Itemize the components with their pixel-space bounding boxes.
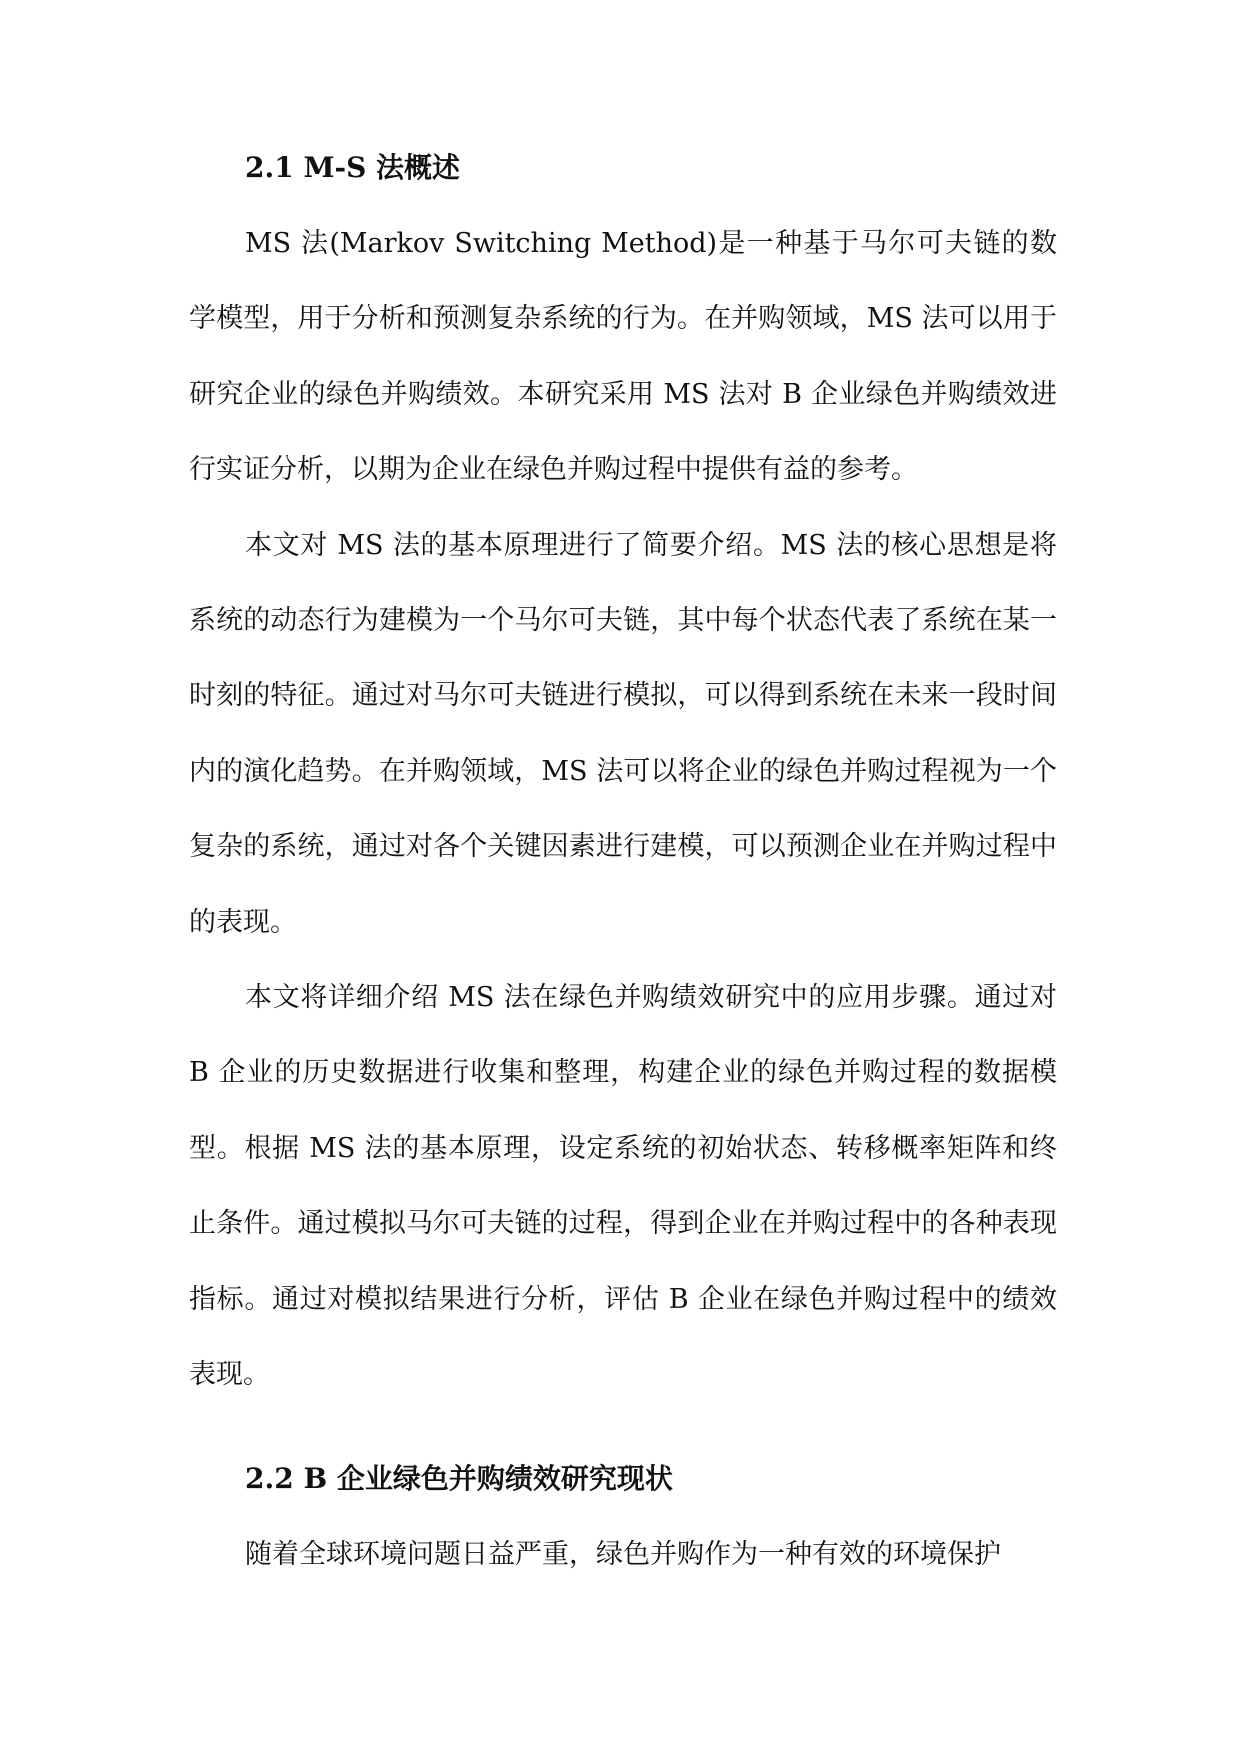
document-body bbox=[189, 140, 1057, 1592]
paragraph: 本文对 MS 法的基本原理进行了简要介绍。MS 法的核心思想是将系统的动态行为建模为一个马尔可夫链，其中每个状态代表了系统在某一时刻的特征。通过对马尔可夫链进行模拟，可以得到系统在未来一段时间内的演化趋势。在并购领域，MS 法可以将企业的绿色并购过程视为一个复杂的系统，通过对各个关键因素进行建模，可以预测企业在并购过程中的表现。 bbox=[189, 529, 1057, 938]
paragraph: 本文将详细介绍 MS 法在绿色并购绩效研究中的应用步骤。通过对 B 企业的历史数据进行收集和整理，构建企业的绿色并购过程的数据模型。根据 MS 法的基本原理，设定系统的初始状态、转移概率矩阵和终止条件。通过模拟马尔可夫链的过程，得到企业在并购过程中的各种表现指标。通过对模拟结果进行分析，评估 B 企业在绿色并购过程中的绩效表现。 bbox=[189, 982, 1057, 1391]
paragraph: MS 法(Markov Switching Method)是一种基于马尔可夫链的数学模型，用于分析和预测复杂系统的行为。在并购领域，MS 法可以用于研究企业的绿色并购绩效。本研究采用 MS 法对 B 企业绿色并购绩效进行实证分析，以期为企业在绿色并购过程中提供有益的参考。 bbox=[189, 228, 1057, 486]
section-heading-2-1: 2.1 M-S 法概述 bbox=[245, 151, 461, 184]
paragraph: 随着全球环境问题日益严重，绿色并购作为一种有效的环境保护 bbox=[245, 1538, 1001, 1570]
section-heading-2-2: 2.2 B 企业绿色并购绩效研究现状 bbox=[245, 1461, 673, 1495]
